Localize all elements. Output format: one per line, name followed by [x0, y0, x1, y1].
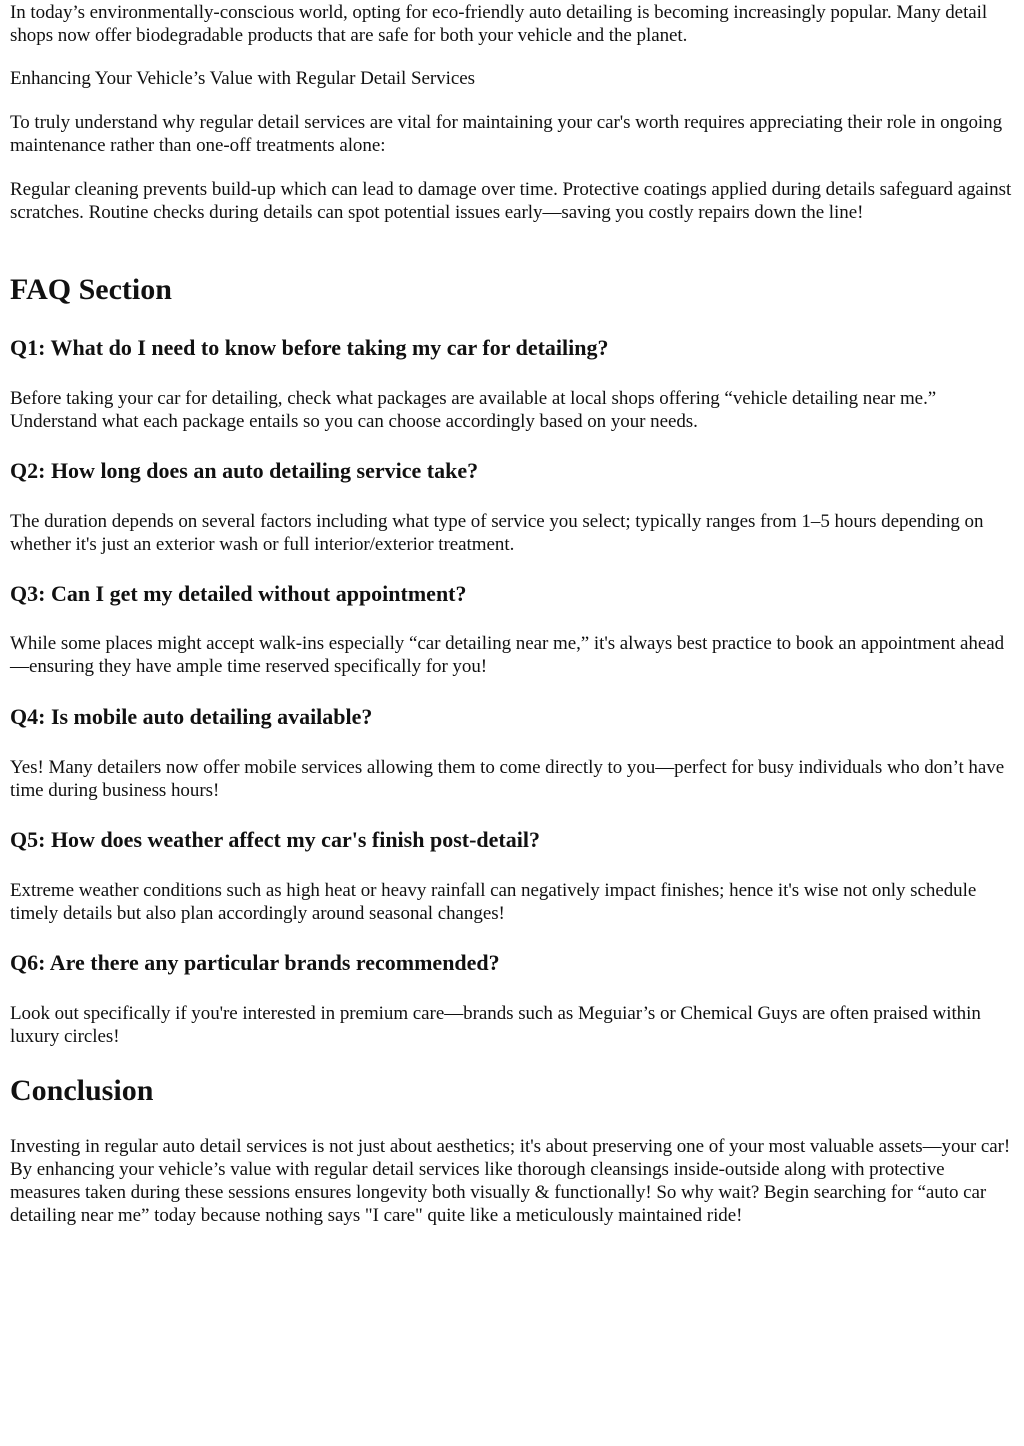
- faq-answer: Yes! Many detailers now offer mobile services allowing them to come directly to you—perfect for busy individuals who don’t have time during business hours!: [10, 757, 1005, 801]
- faq-question: Q6: Are there any particular brands recommended?: [10, 950, 500, 975]
- faq-answer: Before taking your car for detailing, check what packages are available at local shops offering “vehicle detailing near me.” Understand what each package entails so you can choose accordingly based on your needs.: [10, 388, 937, 432]
- conclusion-heading: Conclusion: [10, 1074, 154, 1107]
- intro-paragraph-eco: In today’s environmentally-conscious world, opting for eco-friendly auto detailing is becoming increasingly popular. Many detail shops now offer biodegradable products that are safe for both your vehicle and the planet.: [10, 2, 988, 46]
- intro-paragraph-value: To truly understand why regular detail services are vital for maintaining your car's worth requires appreciating their role in ongoing maintenance rather than one-off treatments alone:: [10, 112, 1003, 156]
- faq-question: Q3: Can I get my detailed without appointment?: [10, 581, 467, 606]
- faq-question: Q4: Is mobile auto detailing available?: [10, 704, 373, 729]
- faq-heading: FAQ Section: [10, 273, 172, 306]
- faq-answer: Look out specifically if you're interested in premium care—brands such as Meguiar’s or Chemical Guys are often praised within luxury circles!: [10, 1003, 981, 1047]
- faq-answer: While some places might accept walk-ins especially “car detailing near me,” it's always best practice to book an appointment ahead—ensuring they have ample time reserved specifically for you!: [10, 633, 1005, 677]
- faq-answer: Extreme weather conditions such as high heat or heavy rainfall can negatively impact finishes; hence it's wise not only schedule timely details but also plan accordingly around seasonal changes!: [10, 880, 977, 924]
- faq-question: Q5: How does weather affect my car's finish post-detail?: [10, 827, 540, 852]
- conclusion-paragraph: Investing in regular auto detail services is not just about aesthetics; it's about preserving one of your most valuable assets—your car! By enhancing your vehicle’s value with regular detail services like thorough cleansings inside-outside along with protective measures taken during these sessions ensures longevity both visually & functionally! So why wait? Begin searching for “auto car detailing near me” today because nothing says "I care" quite like a meticulously maintained ride!: [10, 1136, 1011, 1226]
- intro-paragraph-benefits: Regular cleaning prevents build-up which can lead to damage over time. Protective coatings applied during details safeguard against scratches. Routine checks during details can spot potential issues early—saving you costly repairs down the line!: [10, 179, 1012, 223]
- faq-question: Q2: How long does an auto detailing service take?: [10, 458, 479, 483]
- faq-answer: The duration depends on several factors including what type of service you select; typically ranges from 1–5 hours depending on whether it's just an exterior wash or full interior/exterior treatment.: [10, 511, 984, 555]
- intro-subheading: Enhancing Your Vehicle’s Value with Regular Detail Services: [10, 68, 475, 89]
- faq-question: Q1: What do I need to know before taking my car for detailing?: [10, 335, 609, 360]
